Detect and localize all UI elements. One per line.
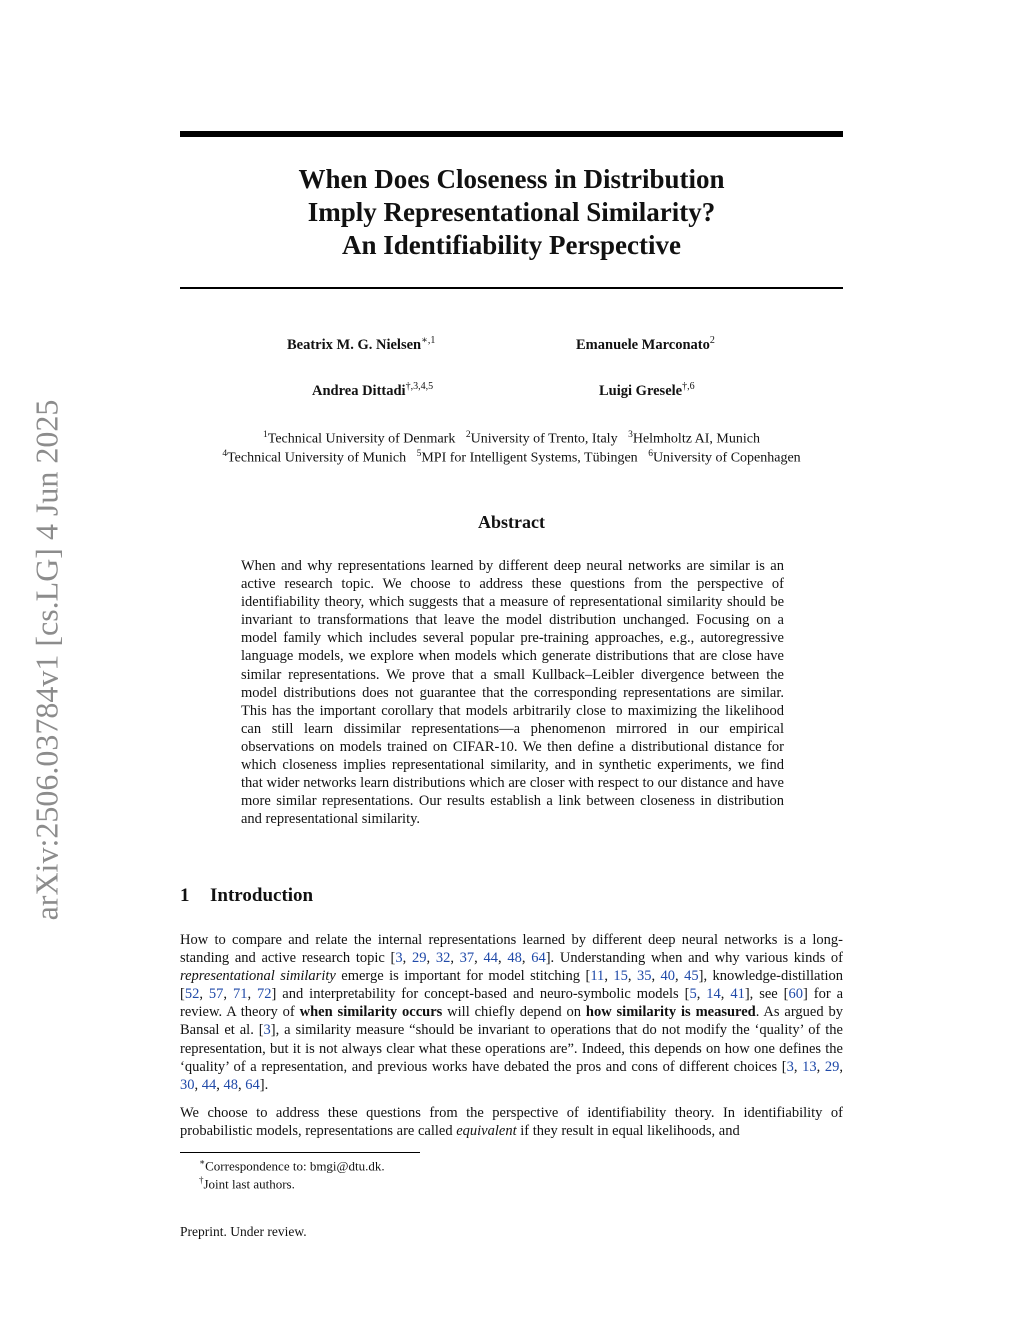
citation-link[interactable]: 29 xyxy=(411,950,427,967)
section-title: Introduction xyxy=(210,885,314,906)
author-name: Luigi Gresele xyxy=(599,382,683,399)
author-marconato xyxy=(576,335,715,354)
paragraph-text: , xyxy=(450,950,460,967)
citation-link[interactable]: 64 xyxy=(531,950,546,967)
paragraph-text: , xyxy=(604,968,614,985)
paragraph-text: , xyxy=(696,986,707,1003)
paragraph-text: . As argued by Bansal et al. [ xyxy=(180,1004,843,1039)
paragraph-text: , xyxy=(793,1058,803,1075)
paragraph-text: , xyxy=(816,1058,825,1075)
title-line-1: When Does Closeness in Distribution xyxy=(298,164,725,194)
citation-link[interactable]: 45 xyxy=(684,968,699,985)
paragraph-text: , xyxy=(651,968,661,985)
citation-link[interactable]: 44 xyxy=(201,1076,217,1093)
affiliation-name: Technical University of Denmark xyxy=(267,431,456,447)
intro-paragraph-2 xyxy=(180,1104,843,1140)
paragraph-text: , xyxy=(627,968,637,985)
affiliation-name: University of Trento, Italy xyxy=(470,431,618,447)
paragraph-text: emerge is important for model stitching [ xyxy=(335,968,591,985)
paragraph-text: , xyxy=(247,986,258,1003)
paragraph-text: We choose to address these questions from the perspective of identifiability theory. In identifiability of probabilistic models, representations are called xyxy=(180,1105,843,1140)
affiliations-line-1 xyxy=(180,430,843,448)
affiliation-number: 4 xyxy=(222,449,228,459)
preprint-note: Preprint. Under review. xyxy=(180,1224,307,1239)
paragraph-text: How to compare and relate the internal representations learned by different deep neural networks is a long-standing and active research topic [ xyxy=(180,932,843,967)
citation-link[interactable]: 40 xyxy=(660,968,676,985)
author-dittadi xyxy=(312,381,433,400)
paragraph-text: will chiefly depend on xyxy=(442,1004,586,1021)
paragraph-text: , xyxy=(498,950,508,967)
author-name: Beatrix M. G. Nielsen xyxy=(287,336,422,353)
footnote-correspondence xyxy=(199,1157,385,1174)
section-number: 1 xyxy=(180,885,190,906)
citation-link[interactable]: 3 xyxy=(786,1058,794,1075)
bold-text: how similarity is measured xyxy=(585,1004,756,1021)
author-affiliation-marks: †,6 xyxy=(682,381,695,392)
bold-text: when similarity occurs xyxy=(299,1004,443,1021)
citation-link[interactable]: 60 xyxy=(788,986,803,1003)
paragraph-text: , xyxy=(238,1076,246,1093)
paragraph-text: , xyxy=(839,1058,843,1075)
affiliations-line-2 xyxy=(180,449,843,467)
author-affiliation-marks: †,3,4,5 xyxy=(405,381,434,392)
emphasized-text: representational similarity xyxy=(180,968,336,985)
citation-link[interactable]: 71 xyxy=(232,986,248,1003)
citation-link[interactable]: 14 xyxy=(706,986,721,1003)
affiliation-name: Technical University of Munich xyxy=(227,450,407,466)
paragraph-text: ]. xyxy=(259,1076,269,1093)
paragraph-text: if they result in equal likelihoods, and xyxy=(516,1123,740,1140)
paper-title xyxy=(180,163,843,262)
citation-link[interactable]: 52 xyxy=(184,986,200,1003)
affiliation-number: 2 xyxy=(465,430,471,440)
author-name: Andrea Dittadi xyxy=(312,382,406,399)
section-heading xyxy=(180,885,313,907)
affiliation-number: 6 xyxy=(648,449,653,459)
affiliation-number: 3 xyxy=(628,430,633,440)
paragraph-text: , xyxy=(521,950,532,967)
citation-link[interactable]: 29 xyxy=(824,1058,840,1075)
paragraph-text: , xyxy=(720,986,731,1003)
paragraph-text: , xyxy=(474,950,484,967)
paragraph-text: , xyxy=(426,950,436,967)
citation-link[interactable]: 57 xyxy=(208,986,224,1003)
affiliation-name: MPI for Intelligent Systems, Tübingen xyxy=(421,450,638,466)
citation-link[interactable]: 30 xyxy=(180,1076,195,1093)
citation-link[interactable]: 44 xyxy=(483,950,498,967)
footnote-rule xyxy=(180,1152,420,1153)
footnote-text: Correspondence to: bmgi@dtu.dk. xyxy=(205,1158,385,1174)
citation-link[interactable]: 32 xyxy=(435,950,451,967)
paragraph-text: ], see [ xyxy=(744,986,789,1003)
title-line-3: An Identifiability Perspective xyxy=(342,230,681,260)
paragraph-text: ]. Understanding when and why various kinds of xyxy=(545,950,844,967)
citation-link[interactable]: 48 xyxy=(507,950,522,967)
footnote-mark: ∗ xyxy=(199,1157,206,1167)
intro-paragraph-1 xyxy=(180,931,843,1094)
title-top-rule xyxy=(180,131,843,137)
paragraph-text: ] for a review. A theory of xyxy=(180,986,844,1021)
citation-link[interactable]: 5 xyxy=(689,986,697,1003)
author-name: Emanuele Marconato xyxy=(576,336,710,353)
citation-link[interactable]: 11 xyxy=(590,968,605,985)
abstract-heading: Abstract xyxy=(478,512,545,532)
citation-link[interactable]: 72 xyxy=(257,986,272,1003)
paragraph-text: , xyxy=(402,950,412,967)
citation-link[interactable]: 3 xyxy=(263,1022,271,1039)
author-gresele xyxy=(599,381,695,400)
paragraph-text: , xyxy=(675,968,685,985)
footnote-text: Joint last authors. xyxy=(203,1176,295,1192)
paragraph-text: , xyxy=(194,1076,202,1093)
citation-link[interactable]: 37 xyxy=(459,950,475,967)
citation-link[interactable]: 3 xyxy=(395,950,403,967)
title-bottom-rule xyxy=(180,287,843,289)
author-affiliation-marks: ∗,1 xyxy=(421,335,436,346)
citation-link[interactable]: 35 xyxy=(636,968,652,985)
affiliation-name: University of Copenhagen xyxy=(652,450,801,466)
citation-link[interactable]: 15 xyxy=(613,968,628,985)
footnote-joint-last-authors xyxy=(199,1175,295,1192)
paragraph-text: , xyxy=(223,986,233,1003)
footnote-mark: † xyxy=(199,1175,204,1185)
abstract-text: When and why representations learned by different deep neural networks are similar is an active research topic. We choose to address these questions from the perspective of identifiability theory, which suggests that a measure of representational similarity should be invariant to transformations that leave the model distribution unchanged. Focusing on a model family which includes several popular pre-training approaches, e.g., autoregressive language models, we explore when models which generate distributions that are close have similar representations. We prove that a small Kullback–Leibler divergence between the model distributions does not guarantee that the corresponding representations are similar. This has the important corollary that models arbitrarily close to maximizing the likelihood can still learn dissimilar representations—a phenomenon mirrored in our empirical observations on models trained on CIFAR-10. We then define a distributional distance for which closeness implies representational similarity, and in synthetic experiments, we find that wider networks learn distributions which are closer with respect to our distance and have more similar representations. Our results establish a link between closeness in distribution and representational similarity. xyxy=(241,558,784,828)
paragraph-text: ], a similarity measure “should be invariant to operations that do not modify the ‘quality’ of the representation, but it is not always clear what these operations are”. Indeed, this depends on how one defines the ‘quality’ of a representation, and previous works have debated the pros and cons of different choices [ xyxy=(180,1022,843,1075)
paragraph-text: ] and interpretability for concept-based and neuro-symbolic models [ xyxy=(271,986,690,1003)
affiliation-number: 1 xyxy=(263,430,268,440)
emphasized-text: equivalent xyxy=(456,1123,517,1140)
affiliation-number: 5 xyxy=(416,449,422,459)
citation-link[interactable]: 48 xyxy=(223,1076,238,1093)
citation-link[interactable]: 41 xyxy=(730,986,745,1003)
arxiv-identifier-stamp: arXiv:2506.03784v1 [cs.LG] 4 Jun 2025 xyxy=(28,399,65,921)
author-nielsen xyxy=(287,335,435,354)
author-affiliation-marks: 2 xyxy=(709,335,715,346)
affiliation-name: Helmholtz AI, Munich xyxy=(632,431,760,447)
paragraph-text: ], knowledge-distillation [ xyxy=(180,968,844,1003)
paragraph-text: , xyxy=(199,986,209,1003)
citation-link[interactable]: 64 xyxy=(245,1076,260,1093)
title-line-2: Imply Representational Similarity? xyxy=(307,197,716,227)
citation-link[interactable]: 13 xyxy=(802,1058,817,1075)
paragraph-text: , xyxy=(216,1076,224,1093)
